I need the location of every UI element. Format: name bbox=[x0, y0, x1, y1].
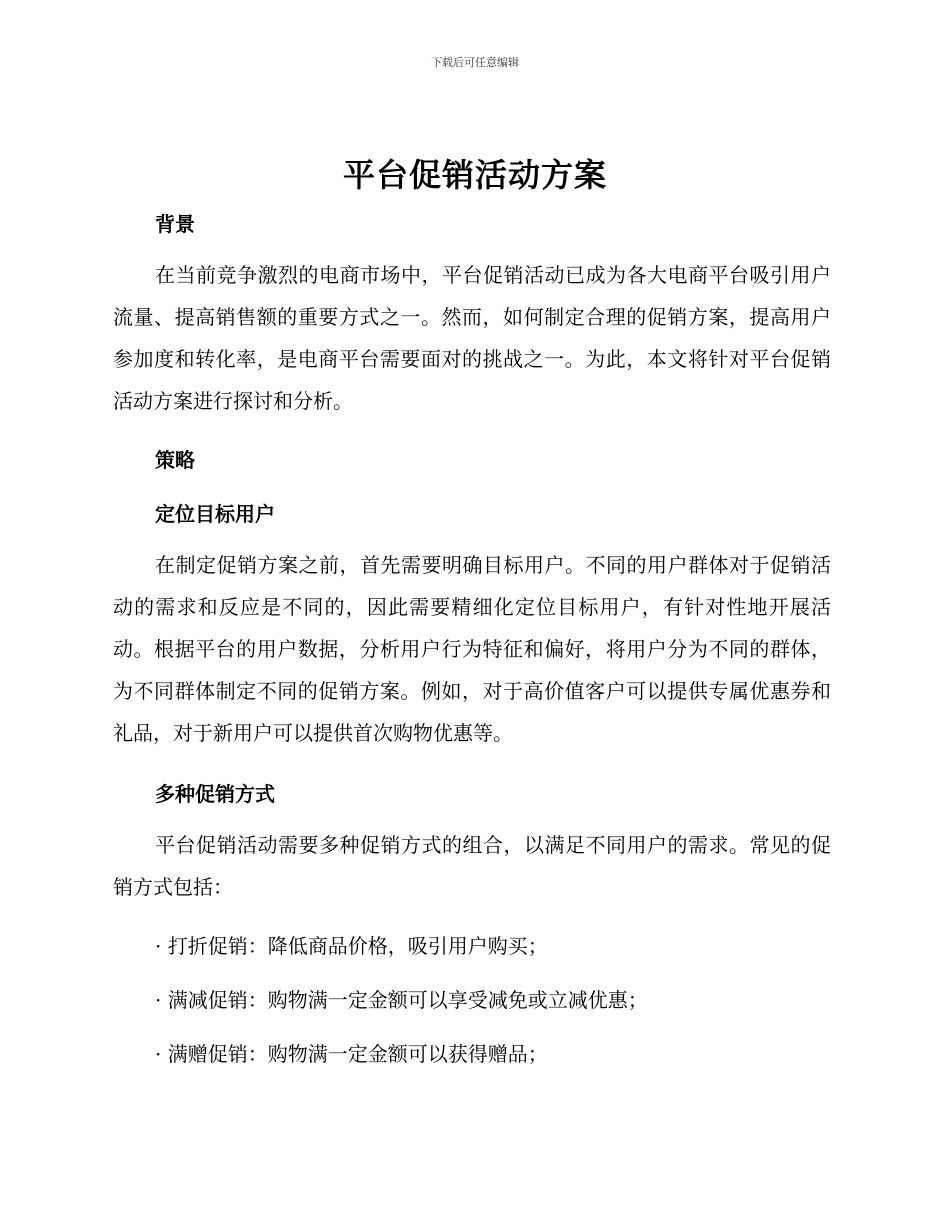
paragraph-promotion-methods: 平台促销活动需要多种促销方式的组合，以满足不同用户的需求。常见的促销方式包括： bbox=[113, 833, 831, 899]
document-title: 平台促销活动方案 bbox=[342, 156, 607, 194]
list-item: · 满赠促销：购物满一定金额可以获得赠品； bbox=[155, 1042, 548, 1066]
list-item: · 满减促销：购物满一定金额可以享受减免或立减优惠； bbox=[155, 988, 648, 1012]
list-item: · 打折促销：降低商品价格，吸引用户购买； bbox=[155, 934, 548, 958]
header-note: 下载后可任意编辑 bbox=[431, 56, 519, 69]
section-heading-target-users: 定位目标用户 bbox=[155, 502, 275, 526]
paragraph-background: 在当前竞争激烈的电商市场中，平台促销活动已成为各大电商平台吸引用户流量、提高销售额的重要方式之一。然而，如何制定合理的促销方案，提高用户参加度和转化率，是电商平台需要面对的挑战之一。为此，本文将针对平台促销活动方案进行探讨和分析。 bbox=[113, 263, 831, 413]
section-heading-background: 背景 bbox=[155, 212, 195, 236]
section-heading-strategy: 策略 bbox=[155, 448, 195, 472]
paragraph-target-users: 在制定促销方案之前，首先需要明确目标用户。不同的用户群体对于促销活动的需求和反应是不同的，因此需要精细化定位目标用户，有针对性地开展活动。根据平台的用户数据，分析用户行为特征和偏好，将用户分为不同的群体，为不同群体制定不同的促销方案。例如，对于高价值客户可以提供专属优惠券和礼品，对于新用户可以提供首次购物优惠等。 bbox=[113, 553, 831, 745]
section-heading-promotion-methods: 多种促销方式 bbox=[155, 782, 275, 806]
